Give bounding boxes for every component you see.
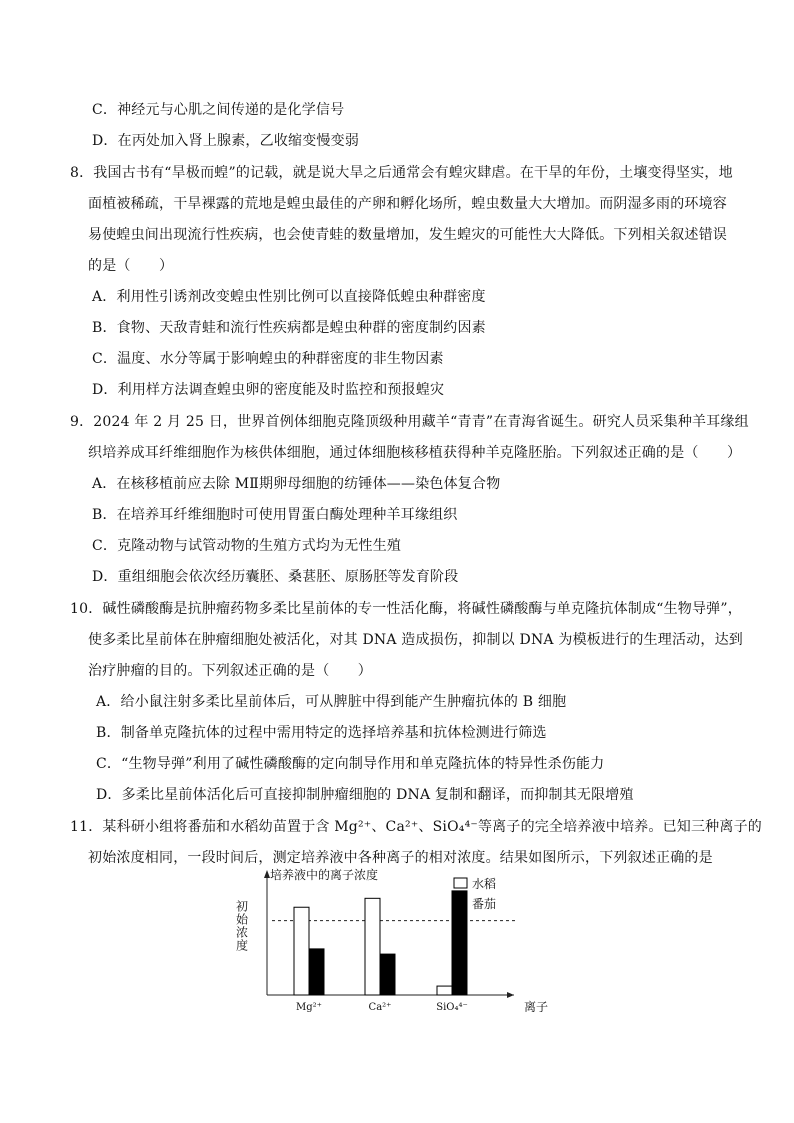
x-axis-arrow bbox=[507, 992, 514, 998]
option-8d: D．利用样方法调查蝗虫卵的密度能及时监控和预报蝗灾 bbox=[92, 382, 445, 398]
option-10d: D．多柔比星前体活化后可直接抑制肿瘤细胞的 DNA 复制和翻译，而抑制其无限增殖 bbox=[96, 787, 634, 803]
ion-concentration-chart bbox=[222, 860, 562, 1020]
question-9-stem: 9．2024 年 2 月 25 日，世界首例体细胞克隆顶级种用藏羊“青青”在青海省诞生。研究人员采集种羊耳缘组 bbox=[70, 414, 749, 430]
x-tick-label: SiO₄⁴⁻ bbox=[436, 1002, 468, 1013]
question-8-stem: 易使蝗虫间出现流行性疾病，也会使青蛙的数量增加，发生蝗灾的可能性大大降低。下列相关叙述错误 bbox=[88, 227, 727, 243]
option-8a: A．利用性引诱剂改变蝗虫性别比例可以直接降低蝗虫种群密度 bbox=[92, 289, 486, 305]
question-10-stem: 使多柔比星前体在肿瘤细胞处被活化，对其 DNA 造成损伤，抑制以 DNA 为模板进行的生理活动，达到 bbox=[88, 632, 743, 648]
legend-label-tomato: 番茄 bbox=[472, 897, 497, 911]
option-10c: C．“生物导弹”利用了碱性磷酸酶的定向制导作用和单克隆抗体的特异性杀伤能力 bbox=[96, 756, 605, 772]
legend-swatch-rice bbox=[454, 878, 467, 888]
bar-rice-1 bbox=[294, 907, 309, 995]
y-axis-label: 初始浓度 bbox=[235, 899, 249, 953]
option-9a: A．在核移植前应去除 MⅡ期卵母细胞的纺锤体——染色体复合物 bbox=[92, 476, 501, 492]
chart-title: 培养液中的离子浓度 bbox=[270, 868, 379, 882]
bar-tomato-2 bbox=[380, 954, 395, 995]
option-7c: C．神经元与心肌之间传递的是化学信号 bbox=[92, 102, 345, 118]
option-9d: D．重组细胞会依次经历囊胚、桑葚胚、原肠胚等发育阶段 bbox=[92, 569, 459, 585]
question-9-stem: 织培养成耳纤维细胞作为核供体细胞，通过体细胞核移植获得种羊克隆胚胎。下列叙述正确的是（ ） bbox=[88, 445, 742, 461]
bar-tomato-1 bbox=[309, 949, 324, 995]
option-9c: C．克隆动物与试管动物的生殖方式均为无性生殖 bbox=[92, 538, 402, 554]
option-8c: C．温度、水分等属于影响蝗虫的种群密度的非生物因素 bbox=[92, 351, 444, 367]
x-axis-label: 离子 bbox=[524, 1000, 549, 1014]
question-8-stem: 面植被稀疏，干旱裸露的荒地是蝗虫最佳的产卵和孵化场所，蝗虫数量大大增加。而阴湿多雨的环境容 bbox=[88, 196, 727, 212]
question-8-stem: 8．我国古书有“旱极而蝗”的记载，就是说大旱之后通常会有蝗灾肆虐。在干旱的年份，土壤变得坚实，地 bbox=[70, 165, 733, 181]
legend-swatch-tomato bbox=[454, 898, 467, 908]
option-9b: B．在培养耳纤维细胞时可使用胃蛋白酶处理种羊耳缘组织 bbox=[92, 507, 458, 523]
question-10-stem: 10．碱性磷酸酶是抗肿瘤药物多柔比星前体的专一性活化酶，将碱性磷酸酶与单克隆抗体制成“生物导弹”， bbox=[70, 601, 742, 617]
question-10-stem: 治疗肿瘤的目的。下列叙述正确的是（ ） bbox=[88, 663, 372, 679]
bar-rice-3 bbox=[437, 986, 452, 995]
option-8b: B．食物、天敌青蛙和流行性疾病都是蝗虫种群的密度制约因素 bbox=[92, 320, 486, 336]
bar-rice-2 bbox=[365, 898, 380, 995]
question-11-stem: 11．某科研小组将番茄和水稻幼苗置于含 Mg²⁺、Ca²⁺、SiO₄⁴⁻等离子的完全培养液中培养。已知三种离子的 bbox=[70, 819, 762, 835]
x-tick-label: Mg²⁺ bbox=[296, 1002, 322, 1013]
option-7d: D．在丙处加入肾上腺素，乙收缩变慢变弱 bbox=[92, 133, 360, 149]
option-10b: B．制备单克隆抗体的过程中需用特定的选择培养基和抗体检测进行筛选 bbox=[96, 725, 547, 741]
x-tick-label: Ca²⁺ bbox=[368, 1002, 392, 1013]
question-8-stem: 的是（ ） bbox=[88, 258, 174, 274]
option-10a: A．给小鼠注射多柔比星前体后，可从脾脏中得到能产生肿瘤抗体的 B 细胞 bbox=[96, 694, 567, 710]
question-11-stem: 初始浓度相同，一段时间后，测定培养液中各种离子的相对浓度。结果如图所示，下列叙述正确的是 bbox=[88, 850, 713, 866]
legend-label-rice: 水稻 bbox=[472, 877, 497, 891]
